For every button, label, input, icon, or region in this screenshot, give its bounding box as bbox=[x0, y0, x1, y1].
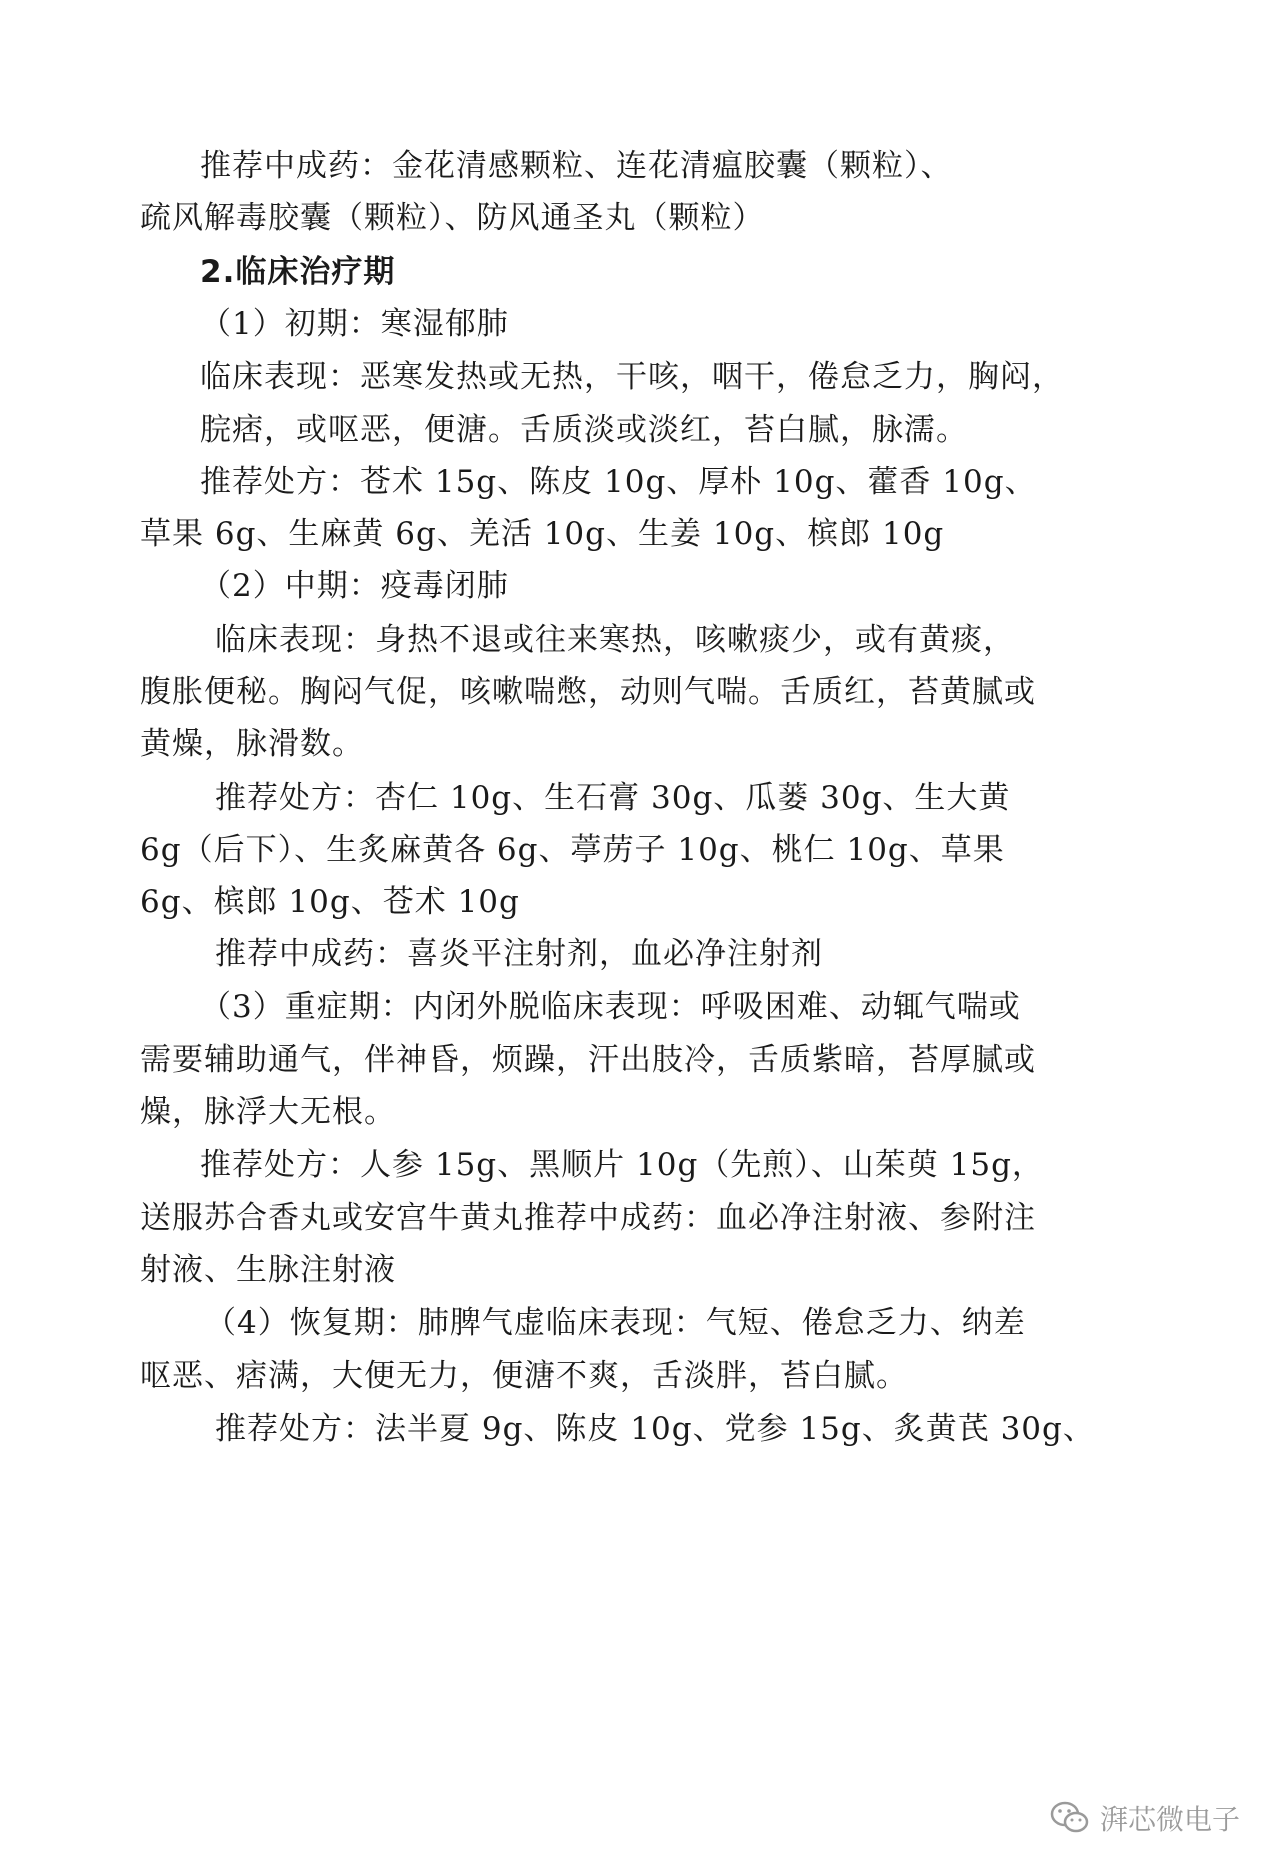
text-line-22: 射液、生脉注射液 bbox=[140, 1252, 396, 1288]
text-line-8: 草果 6g、生麻黄 6g、羌活 10g、生姜 10g、槟郎 10g bbox=[140, 516, 945, 552]
watermark-text: 湃芯微电子 bbox=[1099, 1803, 1240, 1836]
text-line-10: 临床表现：身热不退或往来寒热，咳嗽痰少，或有黄痰， bbox=[215, 622, 1015, 658]
text-line-23: （4）恢复期：肺脾气虚临床表现：气短、倦怠乏力、纳差 bbox=[205, 1305, 1026, 1341]
text-line-1: 推荐中成药：金花清感颗粒、连花清瘟胶囊（颗粒）、 bbox=[200, 148, 953, 184]
text-line-4: （1）初期：寒湿郁肺 bbox=[200, 306, 509, 342]
text-line-24: 呕恶、痞满，大便无力，便溏不爽，舌淡胖，苔白腻。 bbox=[140, 1358, 908, 1394]
text-line-7: 推荐处方：苍术 15g、陈皮 10g、厚朴 10g、藿香 10g、 bbox=[200, 464, 1037, 500]
text-line-20: 推荐处方：人参 15g、黑顺片 10g（先煎）、山茱萸 15g， bbox=[200, 1147, 1044, 1183]
text-line-12: 黄燥，脉滑数。 bbox=[140, 726, 364, 762]
text-line-19: 燥，脉浮大无根。 bbox=[140, 1094, 396, 1130]
text-line-2: 疏风解毒胶囊（颗粒）、防风通圣丸（颗粒） bbox=[140, 200, 765, 236]
text-line-17: （3）重症期：内闭外脱临床表现：呼吸困难、动辄气喘或 bbox=[200, 989, 1021, 1025]
wechat-icon bbox=[1050, 1801, 1090, 1835]
text-line-6: 脘痞，或呕恶，便溏。舌质淡或淡红，苔白腻，脉濡。 bbox=[200, 412, 968, 448]
text-line-18: 需要辅助通气，伴神昏，烦躁，汗出肢冷，舌质紫暗，苔厚腻或 bbox=[140, 1042, 1036, 1078]
text-line-14: 6g（后下）、生炙麻黄各 6g、葶苈子 10g、桃仁 10g、草果 bbox=[140, 832, 1005, 868]
watermark bbox=[1050, 1798, 1240, 1838]
text-line-9: （2）中期：疫毒闭肺 bbox=[200, 568, 509, 604]
text-line-15: 6g、槟郎 10g、苍术 10g bbox=[140, 884, 520, 920]
section-heading: 2.临床治疗期 bbox=[200, 254, 396, 290]
text-line-11: 腹胀便秘。胸闷气促，咳嗽喘憋，动则气喘。舌质红，苔黄腻或 bbox=[140, 674, 1036, 710]
text-line-13: 推荐处方：杏仁 10g、生石膏 30g、瓜蒌 30g、生大黄 bbox=[215, 780, 1011, 816]
text-line-16: 推荐中成药：喜炎平注射剂，血必净注射剂 bbox=[215, 936, 823, 972]
text-line-21: 送服苏合香丸或安宫牛黄丸推荐中成药：血必净注射液、参附注 bbox=[140, 1200, 1036, 1236]
text-line-25: 推荐处方：法半夏 9g、陈皮 10g、党参 15g、炙黄芪 30g、 bbox=[215, 1411, 1095, 1447]
text-line-5: 临床表现：恶寒发热或无热，干咳，咽干，倦怠乏力，胸闷， bbox=[200, 359, 1064, 395]
